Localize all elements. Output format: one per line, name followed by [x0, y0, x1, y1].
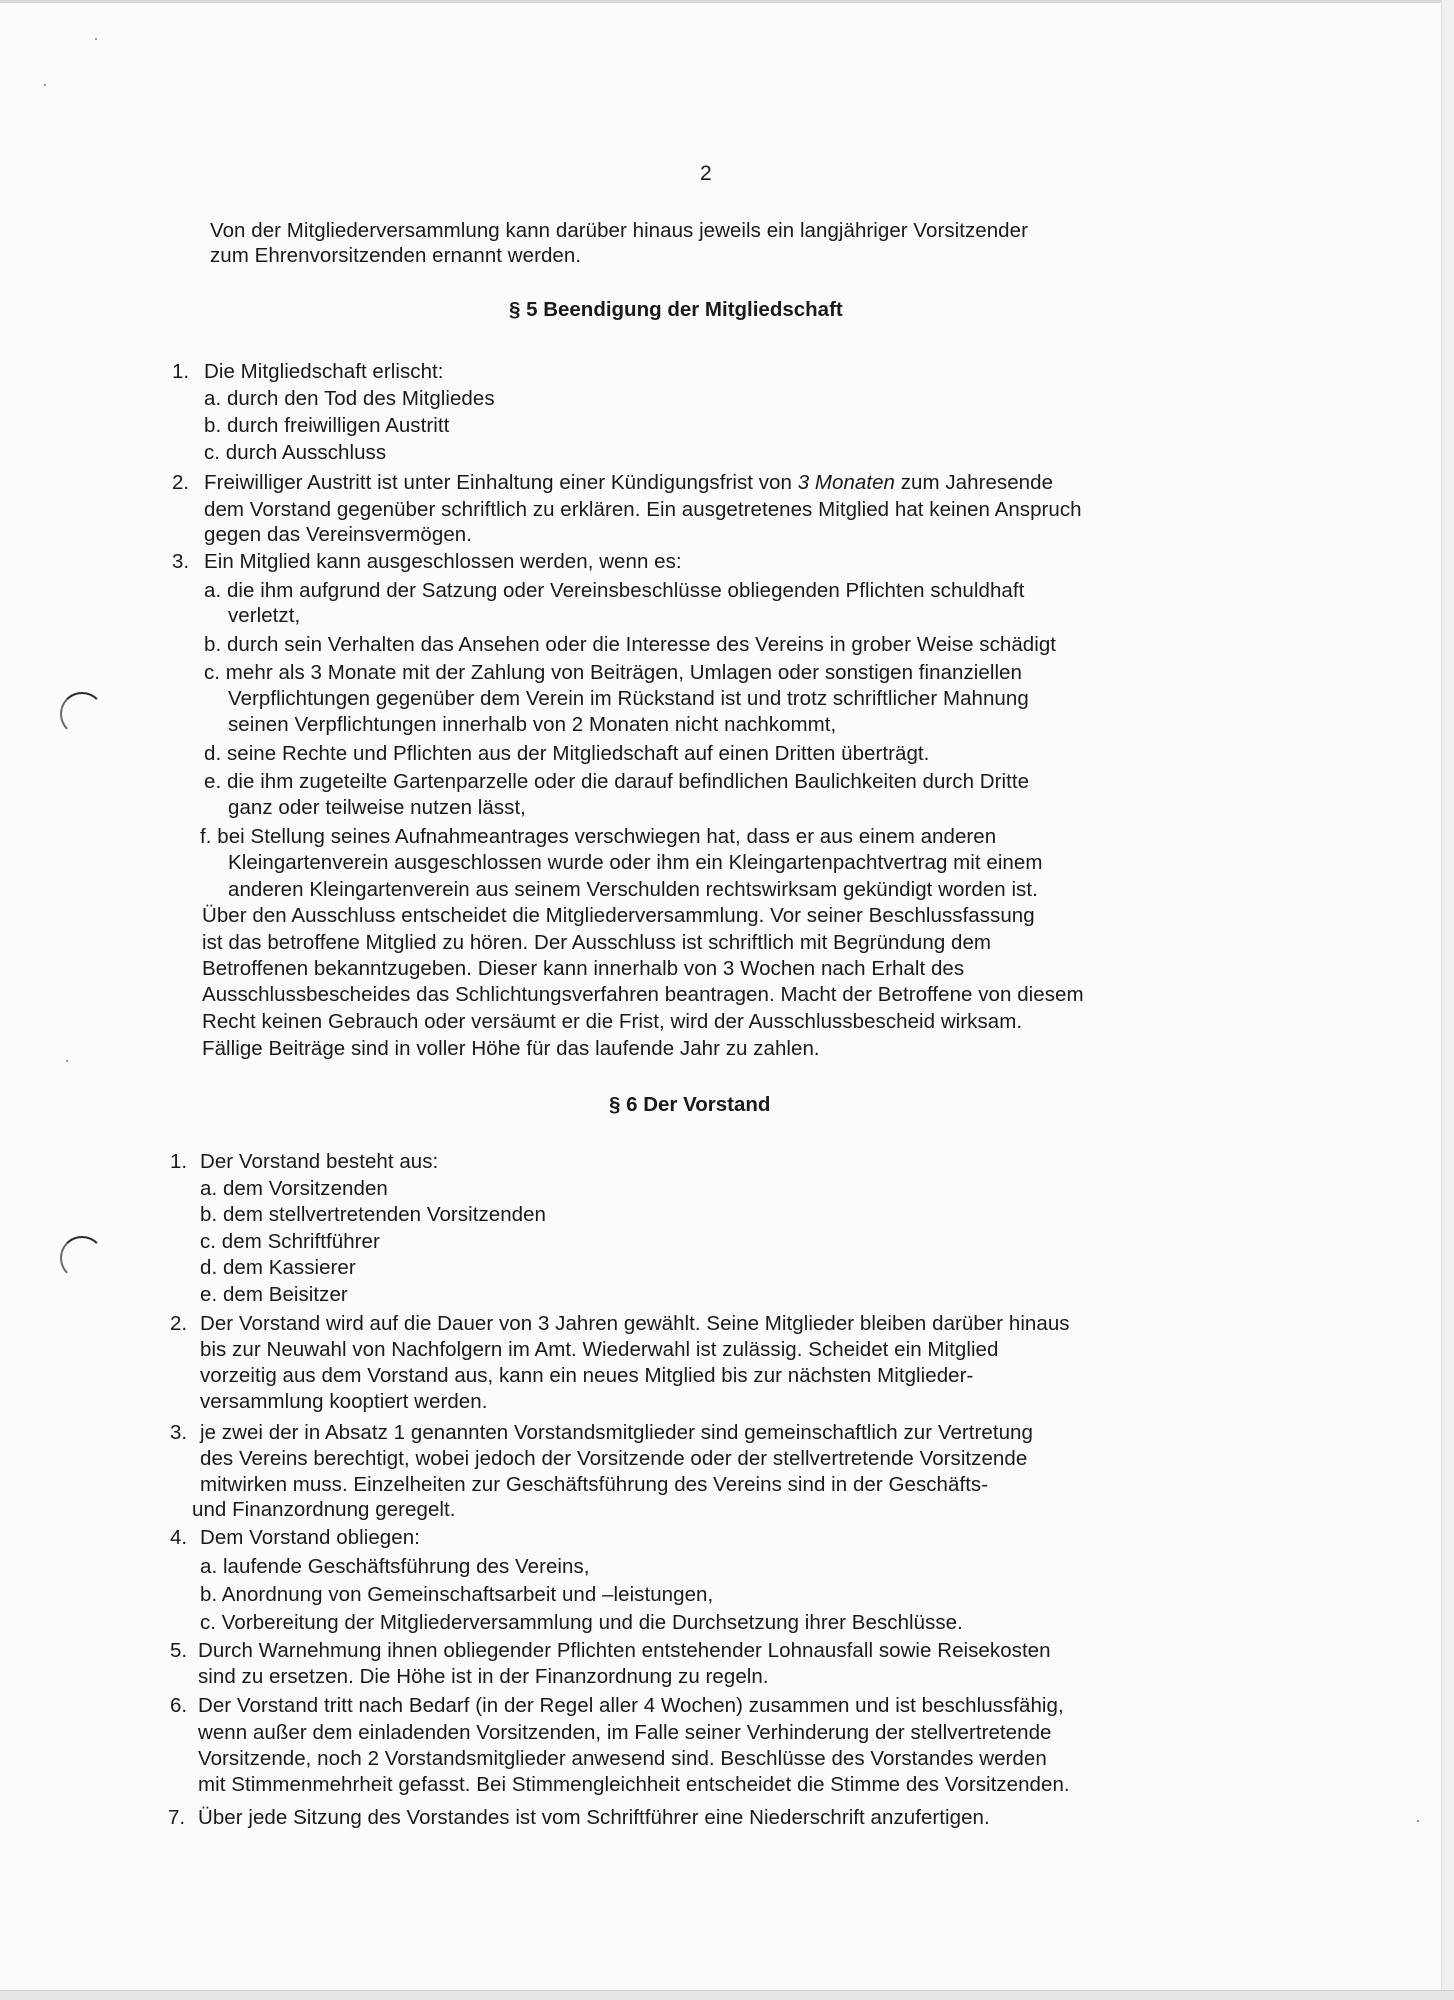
list-item-text: Der Vorstand besteht aus: [200, 1150, 439, 1173]
list-item-line: mit Stimmenmehrheit gefasst. Bei Stimmengleichheit entscheidet die Stimme des Vorsitzenden. [198, 1773, 1070, 1796]
sub-item: e. dem Beisitzer [200, 1283, 348, 1306]
list-item-line: wenn außer dem einladenden Vorsitzenden, im Falle seiner Verhinderung der stellvertretende [198, 1721, 1052, 1744]
paragraph-line: Fällige Beiträge sind in voller Höhe für das laufende Jahr zu zahlen. [202, 1037, 820, 1060]
list-number: 5. [170, 1639, 188, 1662]
sub-item: b. durch sein Verhalten das Ansehen oder die Interesse des Vereins in grober Weise schädigt [204, 633, 1057, 656]
list-item-line: versammlung kooptiert werden. [200, 1390, 488, 1413]
scan-speck [1417, 1820, 1419, 1822]
sub-item: a. durch den Tod des Mitgliedes [204, 387, 495, 410]
page-number: 2 [700, 162, 712, 185]
scan-edge-top [0, 0, 1454, 3]
intro-line: zum Ehrenvorsitzenden ernannt werden. [210, 244, 582, 267]
paragraph-line: Ausschlussbescheides das Schlichtungsverfahren beantragen. Macht der Betroffene von diesem [202, 983, 1084, 1006]
list-item-line: dem Vorstand gegenüber schriftlich zu erklären. Ein ausgetretenes Mitglied hat keinen Anspruch [204, 498, 1082, 521]
list-item-text: Über jede Sitzung des Vorstandes ist vom Schriftführer eine Niederschrift anzufertigen. [198, 1806, 990, 1829]
scan-speck [66, 1060, 68, 1062]
sub-item: a. dem Vorsitzenden [200, 1177, 388, 1200]
paragraph-line: Recht keinen Gebrauch oder versäumt er die Frist, wird der Ausschlussbescheid wirksam. [202, 1010, 1023, 1033]
list-item-text: Dem Vorstand obliegen: [200, 1526, 420, 1549]
punch-hole-lower [60, 1236, 104, 1280]
sub-item: d. dem Kassierer [200, 1256, 356, 1279]
list-item-line: sind zu ersetzen. Die Höhe ist in der Finanzordnung zu regeln. [198, 1665, 769, 1688]
section-5-heading: § 5 Beendigung der Mitgliedschaft [509, 298, 843, 321]
list-item-line: gegen das Vereinsvermögen. [204, 523, 472, 546]
sub-item-continuation: verletzt, [228, 604, 301, 627]
sub-item: c. durch Ausschluss [204, 441, 387, 464]
list-item-text: Durch Warnehmung ihnen obliegender Pflichten entstehender Lohnausfall sowie Reisekosten [198, 1639, 1051, 1662]
section-6-heading: § 6 Der Vorstand [609, 1093, 771, 1116]
sub-item: e. die ihm zugeteilte Gartenparzelle oder die darauf befindlichen Baulichkeiten durch Dritte [204, 770, 1030, 793]
list-item-text: Freiwilliger Austritt ist unter Einhaltung einer Kündigungsfrist von 3 Monaten zum Jahresende [204, 471, 1054, 494]
sub-item: a. die ihm aufgrund der Satzung oder Vereinsbeschlüsse obliegenden Pflichten schuldhaft [204, 579, 1025, 602]
list-item-line: vorzeitig aus dem Vorstand aus, kann ein neues Mitglied bis zur nächsten Mitglieder- [200, 1364, 974, 1387]
scan-speck [44, 84, 46, 86]
list-item-line: des Vereins berechtigt, wobei jedoch der Vorsitzende oder der stellvertretende Vorsitzende [200, 1447, 1028, 1470]
sub-item-continuation: Kleingartenverein ausgeschlossen wurde oder ihm ein Kleingartenpachtvertrag mit einem [228, 851, 1043, 874]
sub-item-continuation: anderen Kleingartenverein aus seinem Verschulden rechtswirksam gekündigt worden ist. [228, 878, 1038, 901]
list-number: 7. [168, 1806, 186, 1829]
intro-line: Von der Mitgliederversammlung kann darüber hinaus jeweils ein langjähriger Vorsitzender [210, 219, 1028, 242]
list-item-text: je zwei der in Absatz 1 genannten Vorstandsmitglieder sind gemeinschaftlich zur Vertretung [200, 1421, 1033, 1444]
scan-speck [95, 38, 97, 40]
sub-item-continuation: Verpflichtungen gegenüber dem Verein im Rückstand ist und trotz schriftlicher Mahnung [228, 687, 1029, 710]
sub-item: b. durch freiwilligen Austritt [204, 414, 450, 437]
sub-item: c. dem Schriftführer [200, 1230, 380, 1253]
sub-item: b. dem stellvertretenden Vorsitzenden [200, 1203, 546, 1226]
list-item-line: mitwirken muss. Einzelheiten zur Geschäftsführung des Vereins sind in der Geschäfts- [200, 1473, 989, 1496]
scan-edge-right [1441, 0, 1454, 1999]
list-number: 6. [170, 1694, 188, 1717]
paragraph-line: Betroffenen bekanntzugeben. Dieser kann innerhalb von 3 Wochen nach Erhalt des [202, 957, 965, 980]
list-item-text: Der Vorstand tritt nach Bedarf (in der Regel aller 4 Wochen) zusammen und ist beschlussfähig, [198, 1694, 1064, 1717]
list-number: 2. [172, 471, 190, 494]
list-number: 2. [170, 1312, 188, 1335]
list-item-text: Der Vorstand wird auf die Dauer von 3 Jahren gewählt. Seine Mitglieder bleiben darüber hinaus [200, 1312, 1070, 1335]
sub-item: c. Vorbereitung der Mitgliederversammlung und die Durchsetzung ihrer Beschlüsse. [200, 1611, 963, 1634]
paragraph-line: ist das betroffene Mitglied zu hören. Der Ausschluss ist schriftlich mit Begründung dem [202, 931, 992, 954]
list-item-line: Vorsitzende, noch 2 Vorstandsmitglieder anwesend sind. Beschlüsse des Vorstandes werden [198, 1747, 1047, 1770]
list-number: 1. [170, 1150, 188, 1173]
sub-item: b. Anordnung von Gemeinschaftsarbeit und –leistungen, [200, 1583, 714, 1606]
list-number: 4. [170, 1526, 188, 1549]
sub-item: d. seine Rechte und Pflichten aus der Mitgliedschaft auf einen Dritten überträgt. [204, 742, 930, 765]
sub-item: a. laufende Geschäftsführung des Vereins, [200, 1555, 590, 1578]
list-item-line: bis zur Neuwahl von Nachfolgern im Amt. Wiederwahl ist zulässig. Scheidet ein Mitglied [200, 1338, 999, 1361]
list-item-text: Die Mitgliedschaft erlischt: [204, 360, 444, 383]
list-number: 1. [172, 360, 190, 383]
sub-item-continuation: seinen Verpflichtungen innerhalb von 2 Monaten nicht nachkommt, [228, 713, 837, 736]
list-number: 3. [172, 550, 190, 573]
paragraph-line: Über den Ausschluss entscheidet die Mitgliederversammlung. Vor seiner Beschlussfassung [202, 904, 1035, 927]
sub-item: f. bei Stellung seines Aufnahmeantrages verschwiegen hat, dass er aus einem anderen [200, 825, 997, 848]
punch-hole-upper [60, 692, 104, 736]
list-item-line: und Finanzordnung geregelt. [192, 1498, 456, 1521]
sub-item-continuation: ganz oder teilweise nutzen lässt, [228, 796, 526, 819]
list-item-text: Ein Mitglied kann ausgeschlossen werden, wenn es: [204, 550, 682, 573]
sub-item: c. mehr als 3 Monate mit der Zahlung von Beiträgen, Umlagen oder sonstigen finanziellen [204, 661, 1022, 684]
list-number: 3. [170, 1421, 188, 1444]
